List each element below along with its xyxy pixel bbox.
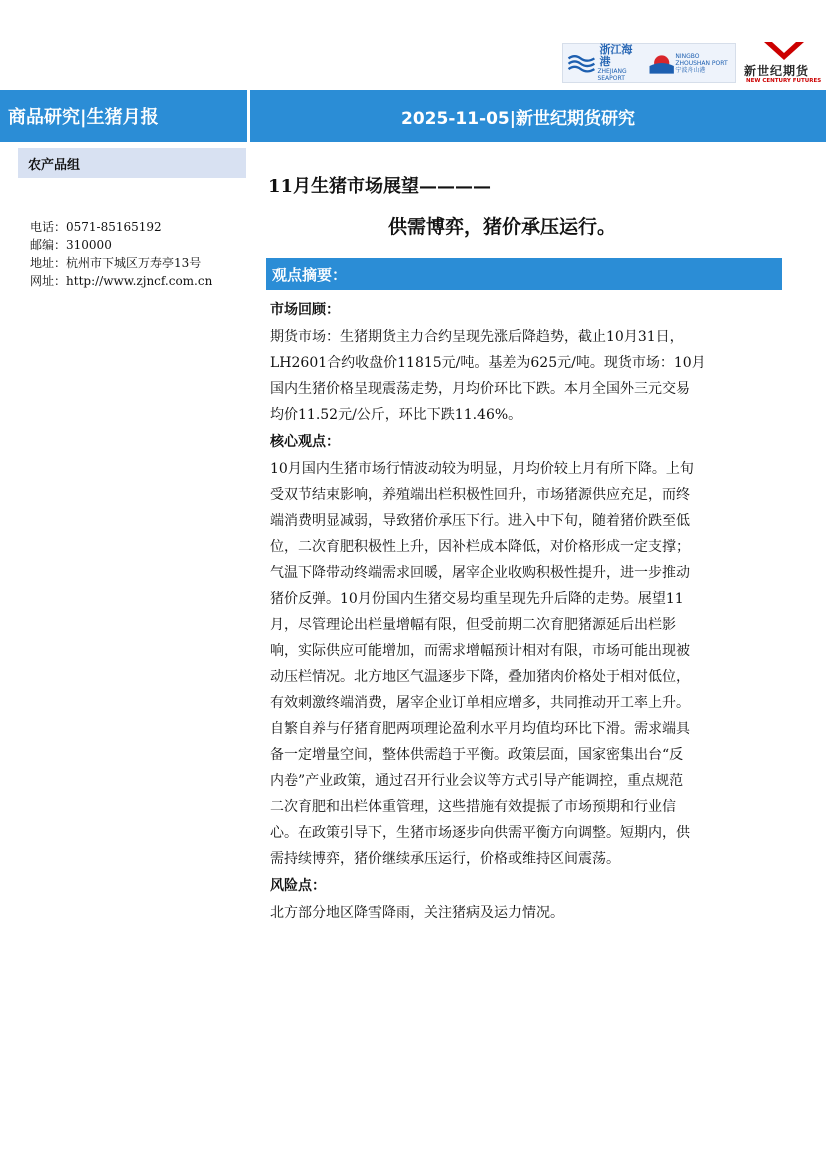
contact-info xyxy=(30,218,212,290)
group-label: 农产品组 xyxy=(28,157,81,173)
section-paragraph xyxy=(270,324,778,428)
header-logos xyxy=(526,40,826,88)
paragraph-line: 气温下降带动终端需求回暖，屠宰企业收购积极性提升，进一步推动 xyxy=(270,565,690,581)
paragraph-line: 位，二次育肥积极性上升，因补栏成本降低，对价格形成一定支撑； xyxy=(270,539,690,555)
paragraph-line: 10月国内生猪市场行情波动较为明显，月均价较上月有所下降。上旬 xyxy=(270,461,694,477)
paragraph-line: 受双节结束影响，养殖端出栏积极性回升，市场猪源供应充足，而终 xyxy=(270,487,690,503)
report-title-line2: 供需博弈，猪价承压运行。 xyxy=(388,216,617,238)
contact-website xyxy=(30,272,212,290)
contact-label: 邮编： xyxy=(30,238,67,252)
paragraph-line: 端消费明显减弱，导致猪价承压下行。进入中下旬，随着猪价跌至低 xyxy=(270,513,690,529)
new-century-mark-icon xyxy=(762,40,806,62)
paragraph-line: 响，实际供应可能增加，而需求增幅预计相对有限，市场可能出现被 xyxy=(270,643,690,659)
section-paragraph xyxy=(270,900,778,926)
contact-value[interactable]: http://www.zjncf.com.cn xyxy=(66,274,213,288)
paragraph-line: 期货市场：生猪期货主力合约呈现先涨后降趋势，截止10月31日， xyxy=(270,329,684,345)
paragraph-line: 猪价反弹。10月份国内生猪交易均重呈现先升后降的走势。展望11 xyxy=(270,591,684,607)
paragraph-line: 国内生猪价格呈现震荡走势，月均价环比下跌。本月全国外三元交易 xyxy=(270,381,690,397)
contact-value: 杭州市下城区万寿亭13号 xyxy=(66,256,202,270)
report-date-title: 2025-11-05|新世纪期货研究 xyxy=(401,108,635,129)
paragraph-line: LH2601合约收盘价11815元/吨。基差为625元/吨。现货市场：10月 xyxy=(270,355,706,371)
paragraph-line: 心。在政策引导下，生猪市场逐步向供需平衡方向调整。短期内，供 xyxy=(270,825,690,841)
sun-logo-icon xyxy=(648,49,675,77)
section-paragraph xyxy=(270,456,778,872)
section-heading: 核心观点： xyxy=(270,434,340,450)
paragraph-line: 均价11.52元/公斤，环比下跌11.46%。 xyxy=(270,407,523,423)
contact-phone xyxy=(30,218,212,236)
report-category-banner xyxy=(0,90,247,142)
contact-label: 地址： xyxy=(30,256,67,270)
section-core-view xyxy=(270,432,778,872)
paragraph-line: 二次育肥和出栏体重管理，这些措施有效提振了市场预期和行业信 xyxy=(270,799,676,815)
contact-value: 310000 xyxy=(66,238,112,252)
paragraph-line: 北方部分地区降雪降雨，关注猪病及运力情况。 xyxy=(270,905,564,921)
wave-icon xyxy=(567,47,597,79)
report-category-title: 商品研究|生猪月报 xyxy=(8,107,159,128)
zhejiang-port-name: 浙江海港 xyxy=(599,43,633,68)
paragraph-line: 有效刺激终端消费，屠宰企业订单相应增多，共同推动开工率上升。 xyxy=(270,695,690,711)
contact-address xyxy=(30,254,212,272)
group-label-box xyxy=(18,148,246,178)
contact-label: 网址： xyxy=(30,274,67,288)
section-market-review xyxy=(270,300,778,428)
contact-value: 0571-85165192 xyxy=(66,220,162,234)
ningbo-port-en: NINGBO ZHOUSHAN PORT xyxy=(675,52,728,67)
paragraph-line: 备一定增量空间，整体供需趋于平衡。政策层面，国家密集出台“反 xyxy=(270,747,684,763)
section-risk xyxy=(270,876,778,926)
zhejiang-port-sub: ZHEJIANG SEAPORT xyxy=(597,68,627,82)
section-heading: 市场回顾： xyxy=(270,302,340,318)
paragraph-line: 动压栏情况。北方地区气温逐步下降，叠加猪肉价格处于相对低位， xyxy=(270,669,690,685)
new-century-name-en: NEW CENTURY FUTURES xyxy=(746,78,822,84)
paragraph-line: 需持续博弈，猪价继续承压运行，价格或维持区间震荡。 xyxy=(270,851,620,867)
paragraph-line: 自繁自养与仔猪育肥两项理论盈利水平月均值均环比下滑。需求端具 xyxy=(270,721,690,737)
section-heading: 风险点： xyxy=(270,878,326,894)
summary-bar xyxy=(266,258,782,290)
paragraph-line: 月，尽管理论出栏量增幅有限，但受前期二次育肥猪源延后出栏影 xyxy=(270,617,676,633)
ningbo-port-cn: 宁波舟山港 xyxy=(675,66,706,74)
new-century-logo xyxy=(744,40,826,88)
report-date-banner xyxy=(250,90,826,142)
contact-label: 电话： xyxy=(30,220,67,234)
contact-postcode xyxy=(30,236,212,254)
summary-label: 观点摘要： xyxy=(272,265,348,284)
report-content xyxy=(270,300,778,930)
new-century-name-cn: 新世纪期货 xyxy=(744,64,810,78)
zhejiang-port-logo xyxy=(562,43,736,83)
paragraph-line: 内卷”产业政策，通过召开行业会议等方式引导产能调控，重点规范 xyxy=(270,773,684,789)
report-title-line1: 11月生猪市场展望———— xyxy=(268,176,492,197)
